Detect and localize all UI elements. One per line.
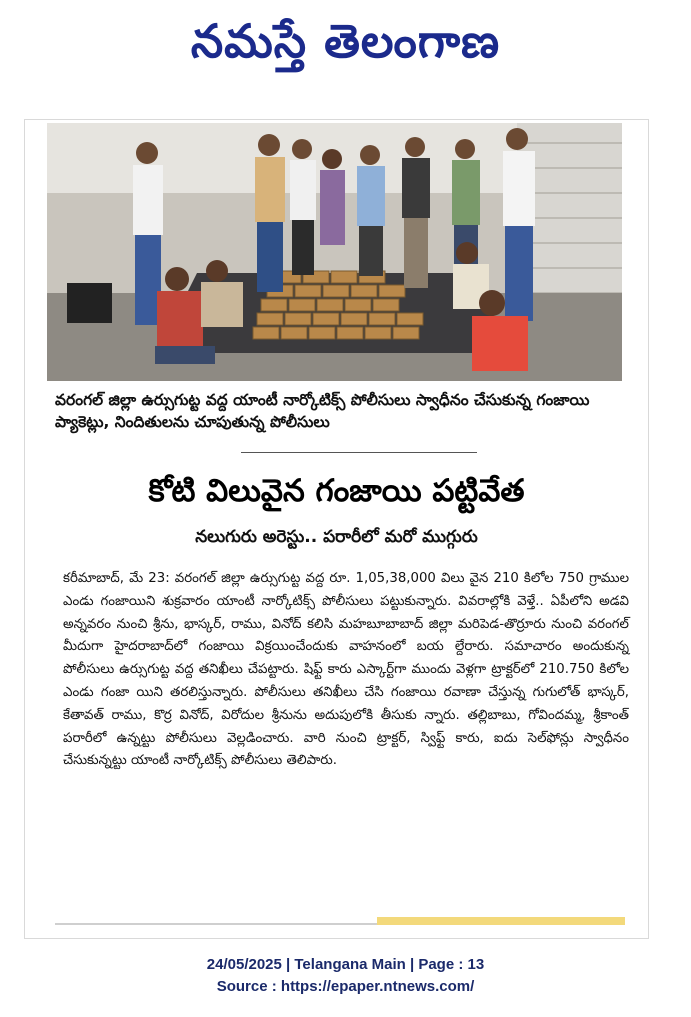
article-end-rule bbox=[55, 923, 377, 925]
masthead-logo: నమస్తే తెలంగాణ bbox=[190, 14, 501, 68]
article-body: కరీమాబాద్, మే 23: వరంగల్ జిల్లా ఉర్సుగుట్ట వద్ద రూ. 1,05,38,000 విలు వైన 210 కిలోల 750 గ్రాముల ఎండు గంజాయిని శుక్రవారం యాంటీ నార్కోటిక్స్ పోలీసులు పట్టుకున్నారు. వివరాల్లోకి వెళ్తే.. ఏపీలోని అడవి అన్నవరం నుంచి శ్రీను, భాస్కర్, రాము, వినోద్ కలిసి మహబూబాబాద్ జిల్లా మరిపెడ-తొర్రూరు నుంచి వరంగల్ మీదుగా హైదరాబాద్‌లో గంజాయి విక్రయించేందుకు వాహనంలో బయ ల్దేరారు. సమాచారం అందుకున్న పోలీసులు ఉర్సుగుట్ట వద్ద తనిఖీలు చేపట్టారు. షిఫ్ట్ కారు ఎస్కార్ట్‌గా ముందు వెళ్లగా ట్రాక్టర్‌లో 210.750 కిలోల ఎండు గంజా యిని తరలిస్తున్నారు. పోలీసులు తనిఖీలు చేసి గంజాయి రవాణా చేస్తున్న గుగులోత్ భాస్కర్, కేతావత్ రాము, కొర్ర వినోద్, విరోదుల శ్రీనును అదుపులోకి తీసుకు న్నారు. తల్లిబాబు, గోవిందమ్మ, శ్రీకాంత్ పరారీలో ఉన్నట్టు పోలీసులు వెల్లడించారు. వారి నుంచి ట్రాక్టర్, స్విఫ్ట్ కారు, ఐదు సెల్‌ఫోన్లు స్వాధీనం చేసుకున్నట్టు యాంటీ నార్కోటిక్స్ పోలీసులు తెలిపారు. bbox=[63, 571, 629, 769]
subheadline: నలుగురు అరెస్టు.. పరారీలో మరో ముగ్గురు bbox=[195, 527, 478, 547]
footer-source-link[interactable]: Source : https://epaper.ntnews.com/ bbox=[216, 978, 475, 995]
article-end-bar bbox=[377, 917, 625, 925]
footer-date-edition: 24/05/2025 | Telangana Main | Page : 13 bbox=[206, 956, 485, 973]
photo-caption: వరంగల్ జిల్లా ఉర్సుగుట్ట వద్ద యాంటీ నార్కోటిక్స్ పోలీసులు స్వాధీనం చేసుకున్న గంజాయి ప్యాకెట్లు, నిందితులను చూపుతున్న పోలీసులు bbox=[55, 391, 590, 431]
page-footer bbox=[0, 954, 691, 998]
news-photo bbox=[47, 123, 622, 381]
article-clipping bbox=[24, 119, 649, 939]
headline: కోటి విలువైన గంజాయి పట్టివేత bbox=[148, 473, 525, 509]
caption-divider bbox=[241, 452, 477, 453]
news-photo-illustration bbox=[47, 123, 622, 381]
